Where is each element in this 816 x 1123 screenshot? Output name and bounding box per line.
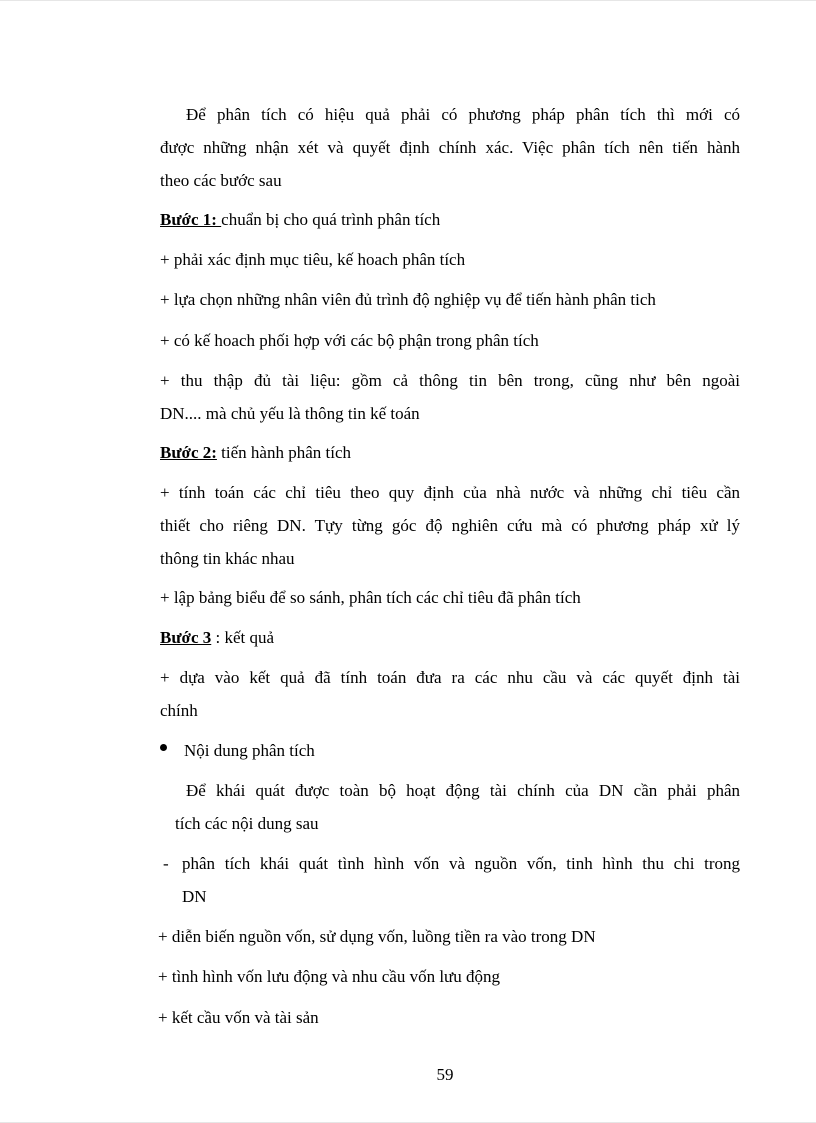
- content-dash-line-1: phân tích khái quát tình hình vốn và nguồn vốn, tinh hình thu chi trong: [182, 854, 740, 873]
- step1-item-1: + phải xác định mục tiêu, kế hoach phân tích: [160, 250, 466, 269]
- intro-line-3: theo các bước sau: [160, 171, 282, 190]
- content-sub-item-1: + diễn biến nguồn vốn, sử dụng vốn, luồng tiền ra vào trong DN: [158, 927, 596, 946]
- step1-item-2: + lựa chọn những nhân viên đủ trình độ nghiệp vụ để tiến hành phân tich: [160, 290, 656, 309]
- content-sub-item-2: + tình hình vốn lưu động và nhu cầu vốn lưu động: [158, 967, 501, 986]
- content-bullet-title: Nội dung phân tích: [184, 741, 315, 760]
- page-number: 59: [436, 1065, 454, 1084]
- step2-text: tiến hành phân tích: [216, 443, 351, 462]
- content-para-line-2: tích các nội dung sau: [175, 814, 319, 833]
- content-dash-line-2: DN: [182, 887, 207, 906]
- dash-marker: -: [163, 854, 169, 873]
- step1-heading: Bước 1:: [160, 210, 222, 229]
- content-sub-item-3: + kết cầu vốn và tài sản: [158, 1008, 319, 1027]
- bullet-dot-icon: [160, 744, 167, 751]
- step3-item-1-line-1: + dựa vào kết quả đã tính toán đưa ra các nhu cầu và các quyết định tài: [160, 668, 740, 687]
- step2-item-1-line-1: + tính toán các chỉ tiêu theo quy định của nhà nước và những chỉ tiêu cần: [160, 483, 740, 502]
- step1-item-3: + có kế hoach phối hợp với các bộ phận trong phân tích: [160, 331, 539, 350]
- step2-heading-line: [160, 441, 351, 465]
- step2-item-2: + lập bảng biểu để so sánh, phân tích các chỉ tiêu đã phân tích: [160, 588, 581, 607]
- step2-item-1-line-2: thiết cho riêng DN. Tựy từng góc độ nghiên cứu mà có phương pháp xử lý: [160, 516, 740, 535]
- step1-item-4-line-2: DN.... mà chủ yếu là thông tin kế toán: [160, 404, 420, 423]
- step3-text: : kết quả: [211, 628, 275, 647]
- step2-item-1-line-3: thông tin khác nhau: [160, 549, 295, 568]
- step2-heading: Bước 2:: [160, 443, 217, 462]
- step1-heading-line: [160, 208, 440, 232]
- intro-line-1: Để phân tích có hiệu quả phải có phương pháp phân tích thì mới có: [186, 105, 740, 124]
- content-para-line-1: Để khái quát được toàn bộ hoạt động tài chính của DN cần phải phân: [186, 781, 740, 800]
- intro-line-2: được những nhận xét và quyết định chính xác. Việc phân tích nên tiến hành: [160, 138, 740, 157]
- step3-heading-line: [160, 626, 274, 650]
- step3-item-1-line-2: chính: [160, 701, 198, 720]
- step3-heading: Bước 3: [160, 628, 212, 647]
- step1-text: chuẩn bị cho quá trình phân tích: [221, 210, 441, 229]
- step1-item-4-line-1: + thu thập đủ tài liệu: gồm cả thông tin bên trong, cũng như bên ngoài: [160, 371, 740, 390]
